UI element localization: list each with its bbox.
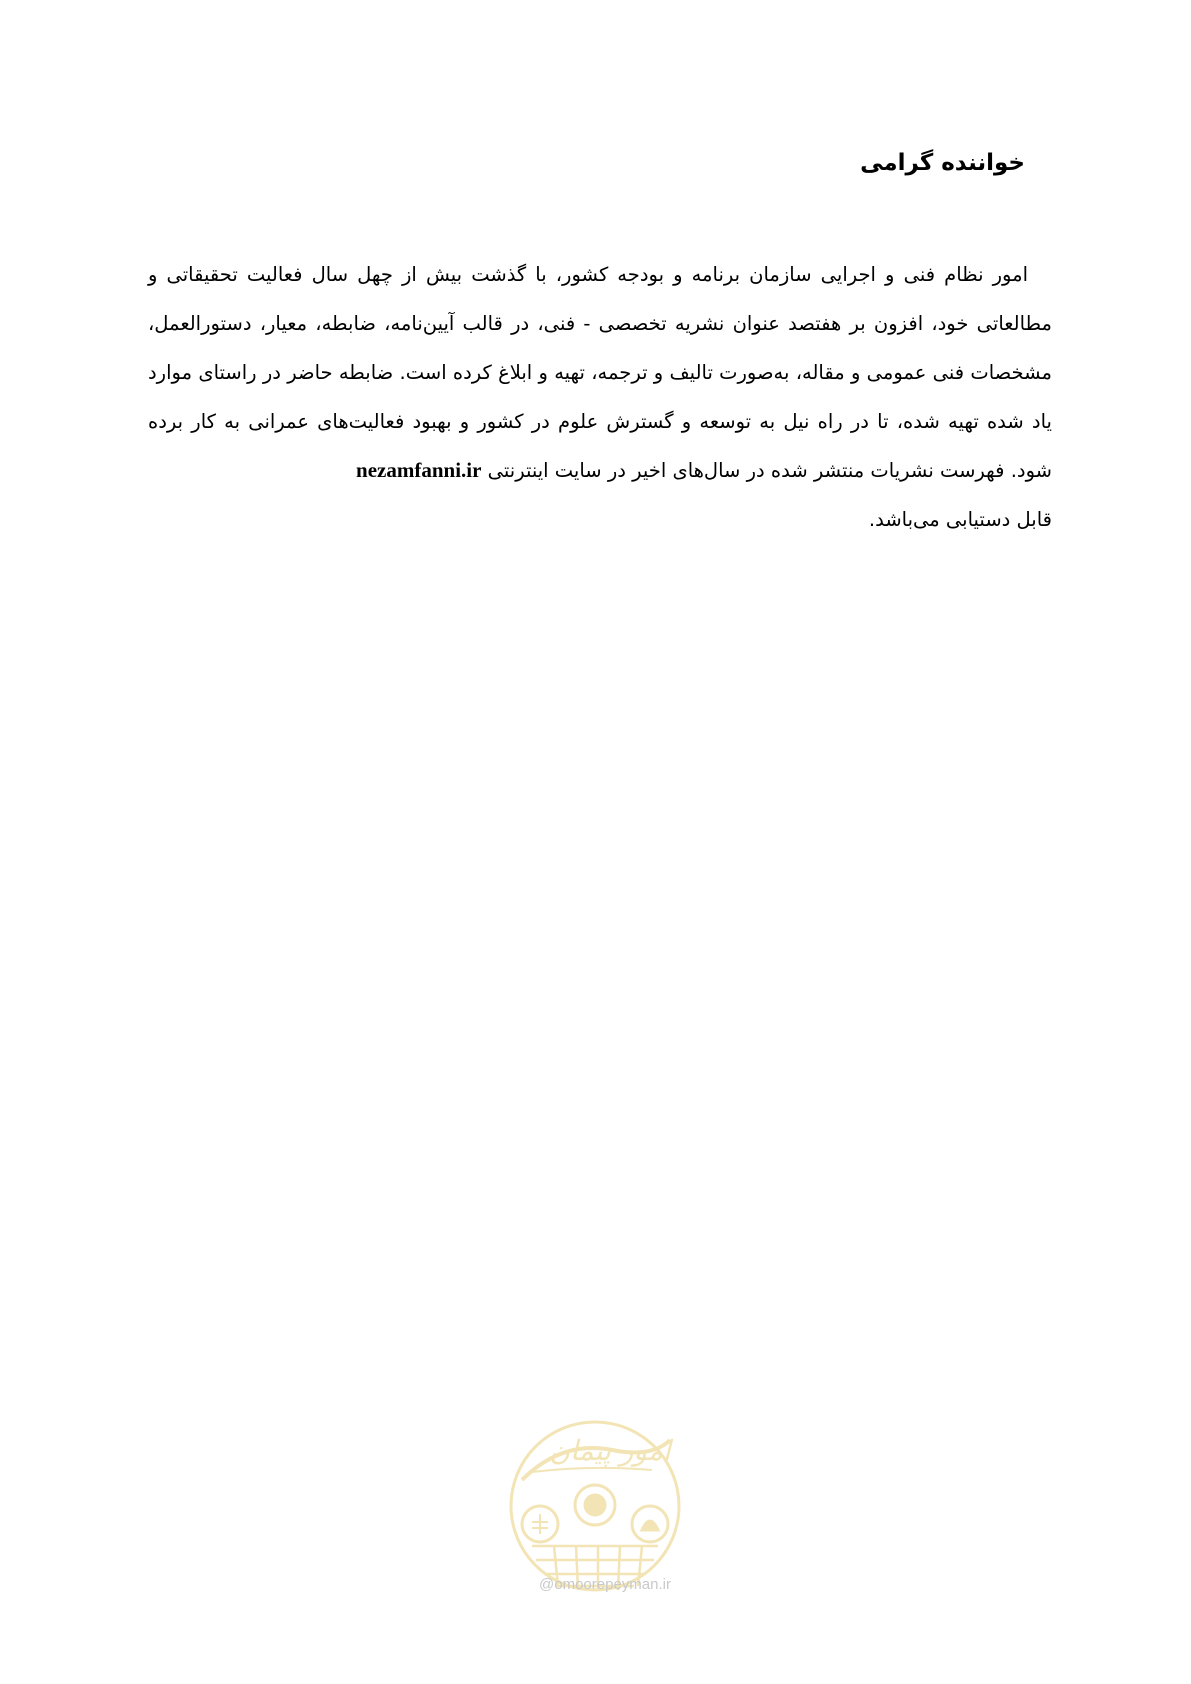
document-paragraph xyxy=(148,250,1052,544)
paragraph-main-text: امور نظام فنی و اجرایی سازمان برنامه و بودجه کشور، با گذشت بیش از چهل سال فعالیت تحقیقاتی و مطالعاتی خود، افزون بر هفتصد عنوان نشریه تخصصی - فنی، در قالب آیین‌نامه، ضابطه، معیار، دستورالعمل، مشخصات فنی عمومی و مقاله، به‌صورت تالیف و ترجمه، تهیه و ابلاغ کرده است. ضابطه حاضر در راستای موارد یاد شده تهیه شده، تا در راه نیل به توسعه و گسترش علوم در کشور و بهبود فعالیت‌های عمرانی به کار برده شود. فهرست نشریات منتشر شده در سال‌های اخیر در سایت اینترنتی xyxy=(148,263,1052,482)
website-link-text: nezamfanni.ir xyxy=(356,458,482,482)
watermark-caption: @omoorepeyman.ir xyxy=(539,1576,671,1593)
svg-text:امور پیمان: امور پیمان xyxy=(549,1434,671,1467)
document-heading: خواننده گرامی xyxy=(860,150,1025,176)
paragraph-end-text: قابل دستیابی می‌باشد. xyxy=(868,508,1052,531)
